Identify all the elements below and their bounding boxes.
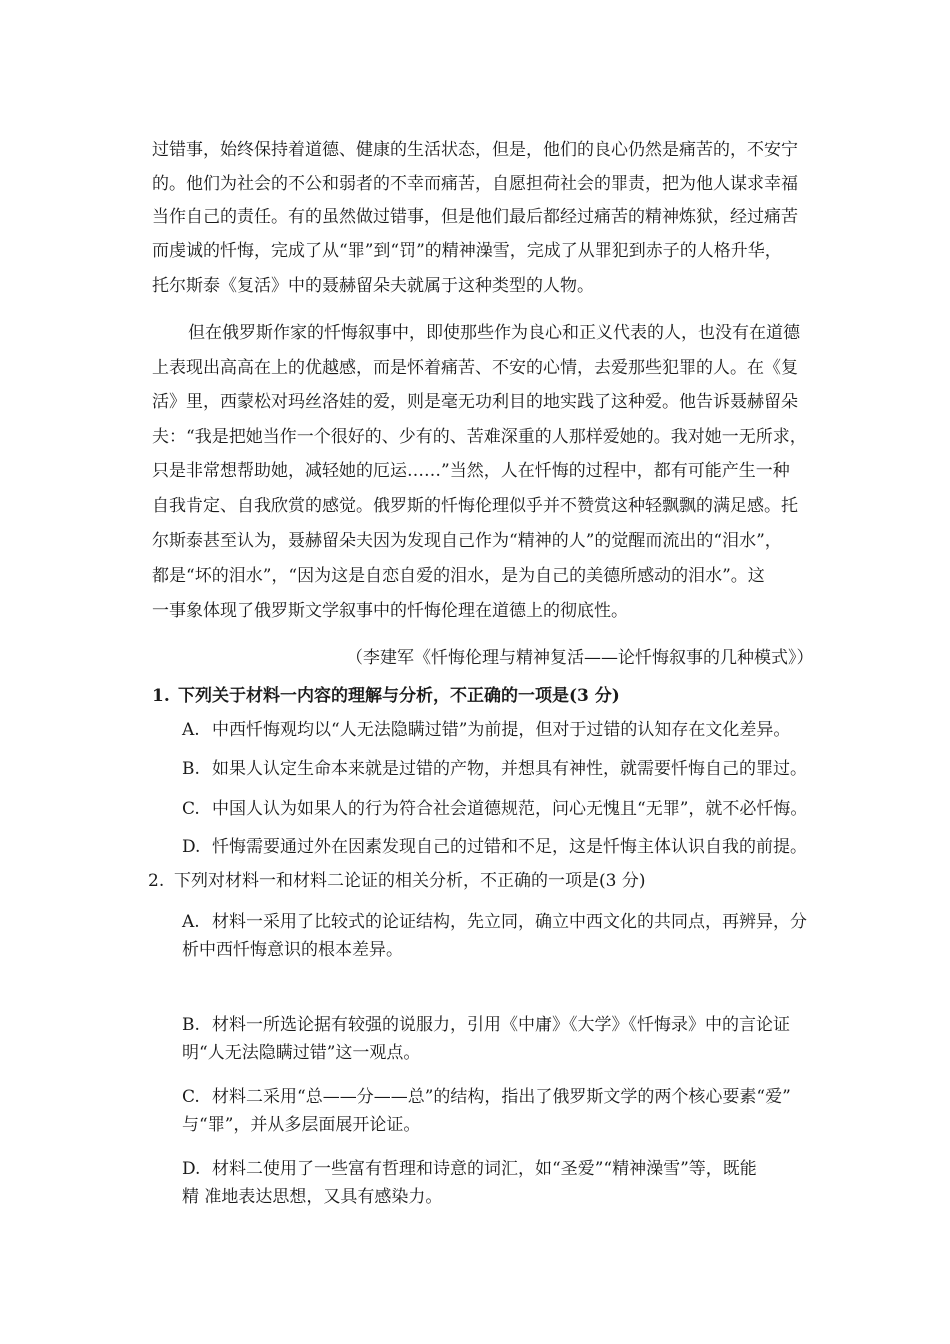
text-line: 托尔斯泰《复活》中的聂赫留朵夫就属于这种类型的人物。 (152, 276, 594, 296)
option-b (182, 1013, 790, 1037)
option-text: 材料二使用了一些富有哲理和诗意的词汇，如“圣爱”“精神澡雪”等，既能 (212, 1159, 757, 1179)
text-line: 只是非常想帮助她，减轻她的厄运……”当然，人在忏悔的过程中，都有可能产生一种 (152, 461, 790, 481)
option-text: 忏悔需要通过外在因素发现自己的过错和不足，这是忏悔主体认识自我的前提。 (212, 837, 807, 857)
option-c (182, 1085, 791, 1109)
text-line: 上表现出高高在上的优越感，而是怀着痛苦、不安的心情，去爱那些犯罪的人。在《复 (152, 358, 798, 378)
question-stem (152, 684, 620, 708)
text-line: 一事象体现了俄罗斯文学叙事中的忏悔伦理在道德上的彻底性。 (152, 601, 628, 621)
text-line: 的。他们为社会的不公和弱者的不幸而痛苦，自愿担荷社会的罪责，把为他人谋求幸福 (152, 174, 798, 194)
question-text: 下列关于材料一内容的理解与分析，不正确的一项是(3 分) (178, 686, 620, 706)
option-a-continuation: 析中西忏悔意识的根本差异。 (182, 940, 403, 960)
option-text: 材料二采用“总——分——总”的结构，指出了俄罗斯文学的两个核心要素“爱” (212, 1087, 791, 1107)
option-c (182, 797, 807, 821)
question-number: 1. (152, 686, 170, 706)
option-letter: B. (182, 1015, 200, 1035)
option-letter: C. (182, 799, 200, 819)
text-line: 尔斯泰甚至认为，聂赫留朵夫因为发现自己作为“精神的人”的觉醒而流出的“泪水”， (152, 531, 782, 551)
text-line: 活》里，西蒙松对玛丝洛娃的爱，则是毫无功利目的地实践了这种爱。他告诉聂赫留朵 (152, 392, 798, 412)
option-a (182, 910, 807, 934)
option-letter: A. (182, 720, 200, 740)
text-line: 而虔诚的忏悔，完成了从“罪”到“罚”的精神澡雪，完成了从罪犯到赤子的人格升华， (152, 241, 782, 261)
text-line: 当作自己的责任。有的虽然做过错事，但是他们最后都经过痛苦的精神炼狱，经过痛苦 (152, 207, 798, 227)
question-text: 下列对材料一和材料二论证的相关分析，不正确的一项是(3 分) (174, 871, 646, 891)
text-line: 但在俄罗斯作家的忏悔叙事中，即使那些作为良心和正义代表的人，也没有在道德 (188, 323, 800, 343)
option-c-continuation: 与“罪”，并从多层面展开论证。 (182, 1115, 421, 1135)
option-letter: D. (182, 1159, 201, 1179)
option-b (182, 757, 807, 781)
option-letter: D. (182, 837, 201, 857)
question-number: 2. (148, 871, 165, 891)
option-letter: B. (182, 759, 200, 779)
option-d-continuation: 精 准地表达思想，又具有感染力。 (182, 1187, 443, 1207)
option-text: 中西忏悔观均以“人无法隐瞒过错”为前提，但对于过错的认知存在文化差异。 (212, 720, 791, 740)
option-a (182, 718, 790, 742)
option-b-continuation: 明“人无法隐瞒过错”这一观点。 (182, 1043, 421, 1063)
text-line: 夫：“我是把她当作一个很好的、少有的、苦难深重的人那样爱她的。我对她一无所求， (152, 427, 807, 447)
option-text: 材料一所选论据有较强的说服力，引用《中庸》《大学》《忏悔录》中的言论证 (212, 1015, 790, 1035)
option-letter: C. (182, 1087, 200, 1107)
option-text: 如果人认定生命本来就是过错的产物，并想具有神性，就需要忏悔自己的罪过。 (212, 759, 807, 779)
text-line: 过错事，始终保持着道德、健康的生活状态，但是，他们的良心仍然是痛苦的，不安宁 (152, 140, 798, 160)
option-text: 中国人认为如果人的行为符合社会道德规范，问心无愧且“无罪”，就不必忏悔。 (212, 799, 808, 819)
option-d (182, 835, 807, 859)
option-letter: A. (182, 912, 200, 932)
text-line: 自我肯定、自我欣赏的感觉。俄罗斯的忏悔伦理似乎并不赞赏这种轻飘飘的满足感。托 (152, 496, 798, 516)
text-line: 都是“坏的泪水”，“因为这是自恋自爱的泪水，是为自己的美德所感动的泪水”。这 (152, 566, 765, 586)
option-text: 材料一采用了比较式的论证结构，先立同，确立中西文化的共同点，再辨异，分 (212, 912, 807, 932)
question-stem (148, 869, 645, 893)
source-citation: （李建军《忏悔伦理与精神复活——论忏悔叙事的几种模式》） (346, 648, 814, 668)
option-d (182, 1157, 757, 1181)
